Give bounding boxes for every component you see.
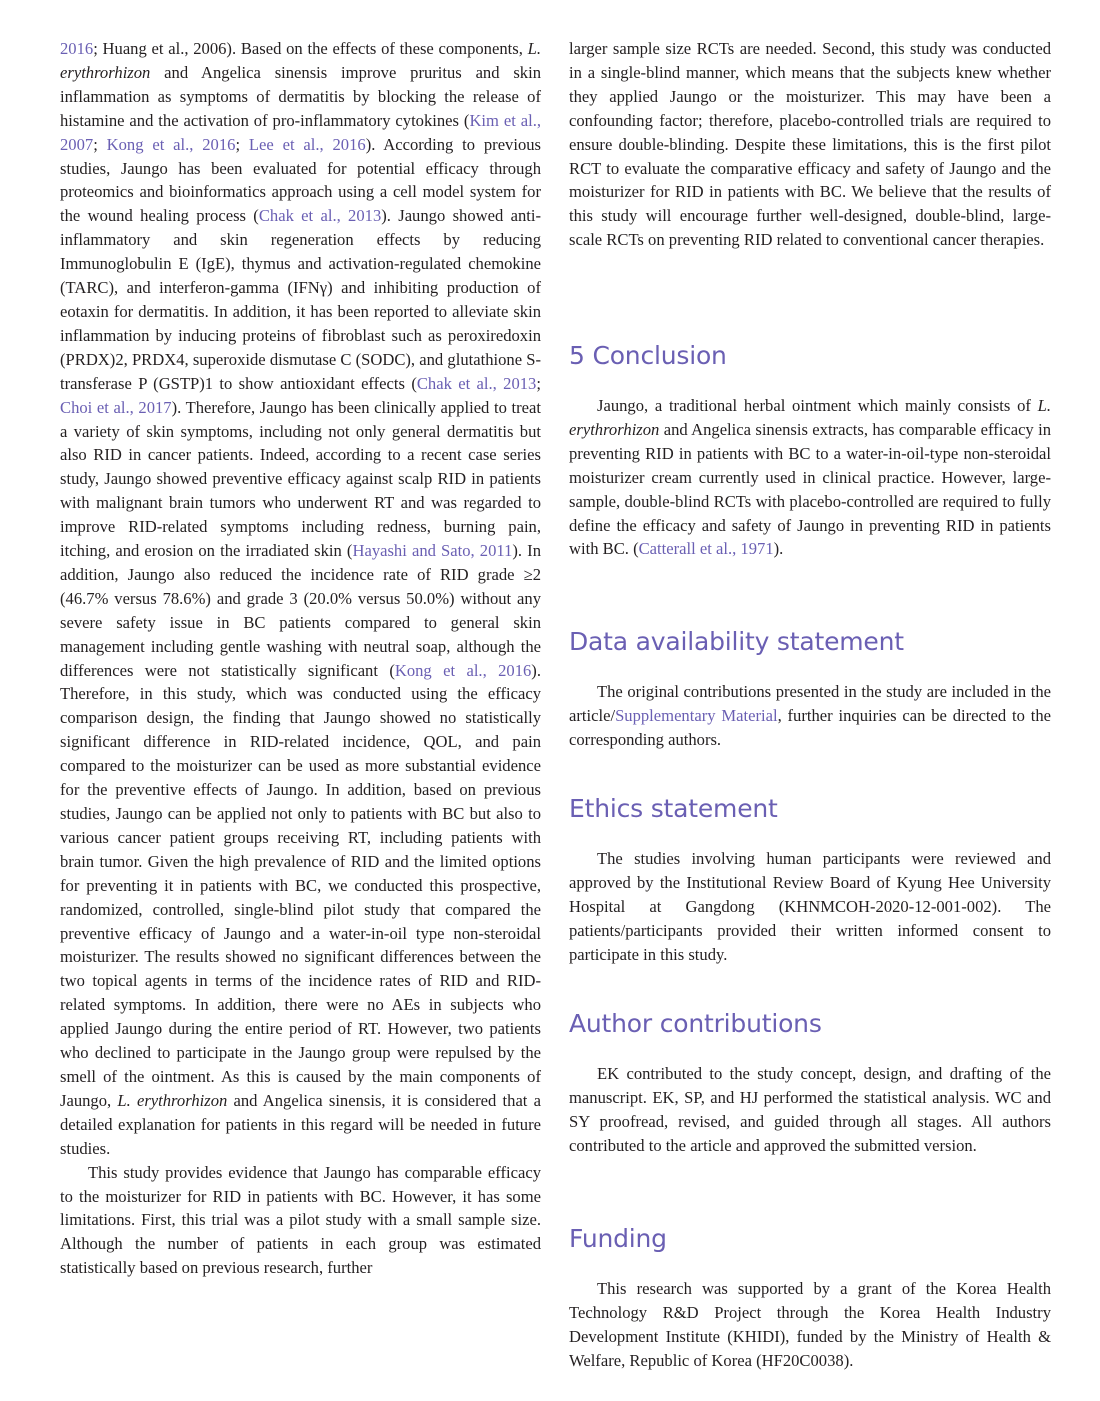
- text-run: and Angelica sinensis extracts, has comparable efficacy in preventing RID in patients with BC to a water-in-oil-type non-steroidal moisturizer cream currently used in clinical practice. However, large-sample, double-blind RCTs with placebo-controlled are required to fully define the efficacy and safety of Jaungo in preventing RID in patients with BC. (: [569, 419, 1051, 559]
- ethics-paragraph: The studies involving human participants were reviewed and approved by the Institutional Review Board of Kyung Hee University Hospital at Gangdong (KHNMCOH-2020-12-001-002). The patients/participants provided their written informed consent to participate in this study.: [569, 849, 1051, 964]
- text-run: ). In addition, Jaungo also reduced the incidence rate of RID grade ≥2 (46.7% versus 78.6%) and grade 3 (20.0% versus 50.0%) without any severe safety issue in BC patients compared to general skin management including gentle washing with neutral soap, although the differences were not statistically significant (: [60, 541, 541, 680]
- citation-link[interactable]: Chak et al., 2013: [258, 206, 382, 226]
- species-name: L. erythrorhizon: [117, 1090, 228, 1110]
- text-run: ;: [536, 373, 541, 393]
- supplementary-material-link[interactable]: Supplementary Material: [615, 705, 778, 725]
- text-run: Jaungo, a traditional herbal ointment which mainly consists of: [597, 396, 1038, 415]
- limitations-paragraph: This study provides evidence that Jaungo has comparable efficacy to the moisturizer for RID in patients with BC. However, it has some limitations. First, this trial was a pilot study with a small sample size. Although the number of patients in each group was estimated statistically based on previous research, further: [60, 1162, 541, 1278]
- ethics-section: [569, 794, 1051, 967]
- limitations-continuation: larger sample size RCTs are needed. Second, this study was conducted in a single-blind manner, which means that the subjects knew whether they applied Jaungo or the moisturizer. This may have been a confounding factor; therefore, placebo-controlled trials are required to ensure double-blinding. Despite these limitations, this is the first pilot RCT to evaluate the comparative efficacy and safety of Jaungo and the moisturizer for RID in patients with BC. We believe that the results of this study will encourage further well-designed, double-blind, large-scale RCTs on preventing RID related to conventional cancer therapies.: [569, 39, 1051, 250]
- left-column: [60, 37, 541, 1280]
- text-run: and Angelica sinensis improve pruritus and skin inflammation as symptoms of dermatitis by blocking the release of histamine and the activation of pro-inflammatory cytokines (: [60, 62, 541, 130]
- author-contributions-paragraph: EK contributed to the study concept, design, and drafting of the manuscript. EK, SP, and HJ performed the statistical analysis. WC and SY proofread, revised, and guided through all stages. All authors contributed to the article and approved the submitted version.: [569, 1064, 1051, 1155]
- right-column-continuation: [569, 37, 1051, 252]
- author-contributions-section: [569, 1009, 1051, 1158]
- text-run: and Angelica sinensis, it is considered that a detailed explanation for patients in this regard will be needed in future studies.: [60, 1090, 541, 1158]
- species-name: L. erythrorhizon: [569, 396, 1051, 439]
- text-run: ). Therefore, Jaungo has been clinically applied to treat a variety of skin symptoms, including not only general dermatitis but also RID in cancer patients. Indeed, according to a recent case series study, Jaungo showed preventive efficacy against scalp RID in patients with malignant brain tumors who underwent RT and was regarded to improve RID-related symptoms including redness, burning pain, itching, and erosion on the irradiated skin (: [60, 397, 541, 561]
- data-availability-paragraph: [569, 680, 1051, 752]
- citation-link[interactable]: 2016: [60, 39, 94, 58]
- text-run: ). Therefore, in this study, which was conducted using the efficacy comparison design, the finding that Jaungo showed no statistically significant difference in RID-related incidence, QOL, and pain compared to the moisturizer can be used as more substantial evidence for the preventive effects of Jaungo. In addition, based on previous studies, Jaungo can be applied not only to patients with BC but also to various cancer patient groups receiving RT, including patients with brain tumor. Given the high prevalence of RID and the limited options for preventing it in patients with BC, we conducted this prospective, randomized, controlled, single-blind pilot study that compared the preventive efficacy of Jaungo and a water-in-oil type non-steroidal moisturizer. The results showed no significant differences between the two topical agents in terms of the incidence rates of RID and RID-related symptoms. In addition, there were no AEs in subjects who applied Jaungo during the entire period of RT. However, two patients who declined to participate in the Jaungo group were repulsed by the smell of the ointment. As this is caused by the main components of Jaungo,: [60, 660, 541, 1110]
- citation-link[interactable]: Kong et al., 2016: [106, 134, 236, 154]
- conclusion-paragraph: [569, 394, 1051, 561]
- section-heading: Data availability statement: [569, 627, 904, 656]
- section-heading: Funding: [569, 1224, 667, 1253]
- citation-link[interactable]: Kim et al., 2007: [60, 110, 542, 154]
- data-availability-section: [569, 627, 1051, 752]
- section-heading: Author contributions: [569, 1009, 822, 1038]
- text-run: ;: [235, 134, 249, 154]
- species-name: L. erythrorhizon: [60, 39, 541, 82]
- funding-paragraph: This research was supported by a grant of the Korea Health Technology R&D Project through the Korea Health Industry Development Institute (KHIDI), funded by the Ministry of Health & Welfare, Republic of Korea (HF20C0038).: [569, 1279, 1051, 1370]
- text-run: ). Jaungo showed anti-inflammatory and skin regeneration effects by reducing Immunoglobulin E (IgE), thymus and activation-regulated chemokine (TARC), and interferon-gamma (IFNγ) and inhibiting production of eotaxin for dermatitis. In addition, it has been reported to alleviate skin inflammation by inducing proteins of fibroblast such as peroxiredoxin (PRDX)2, PRDX4, superoxide dismutase C (SODC), and glutathione S-transferase P (GSTP)1 to show antioxidant effects (: [60, 206, 541, 393]
- text-run: The original contributions presented in the study are included in the article/: [569, 682, 1051, 725]
- citation-link[interactable]: Lee et al., 2016: [248, 134, 366, 154]
- conclusion-section: [569, 341, 1051, 561]
- funding-section: [569, 1224, 1051, 1373]
- text-run: ).: [773, 539, 784, 559]
- text-run: ). According to previous studies, Jaungo has been evaluated for potential efficacy through proteomics and bioinformatics approach using a cell model system for the wound healing process (: [60, 134, 542, 226]
- text-run: , further inquiries can be directed to the corresponding authors.: [569, 705, 1051, 749]
- citation-link[interactable]: Hayashi and Sato, 2011: [352, 541, 513, 561]
- section-heading: 5 Conclusion: [569, 341, 727, 370]
- citation-link[interactable]: Catterall et al., 1971: [638, 539, 774, 559]
- section-heading: Ethics statement: [569, 794, 778, 823]
- text-run: ; Huang et al., 2006). Based on the effects of these components,: [93, 39, 528, 58]
- text-run: ;: [93, 134, 107, 154]
- citation-link[interactable]: Kong et al., 2016: [394, 660, 532, 680]
- citation-link[interactable]: Chak et al., 2013: [416, 373, 537, 393]
- discussion-paragraph: [60, 37, 541, 1161]
- citation-link[interactable]: Choi et al., 2017: [60, 397, 172, 417]
